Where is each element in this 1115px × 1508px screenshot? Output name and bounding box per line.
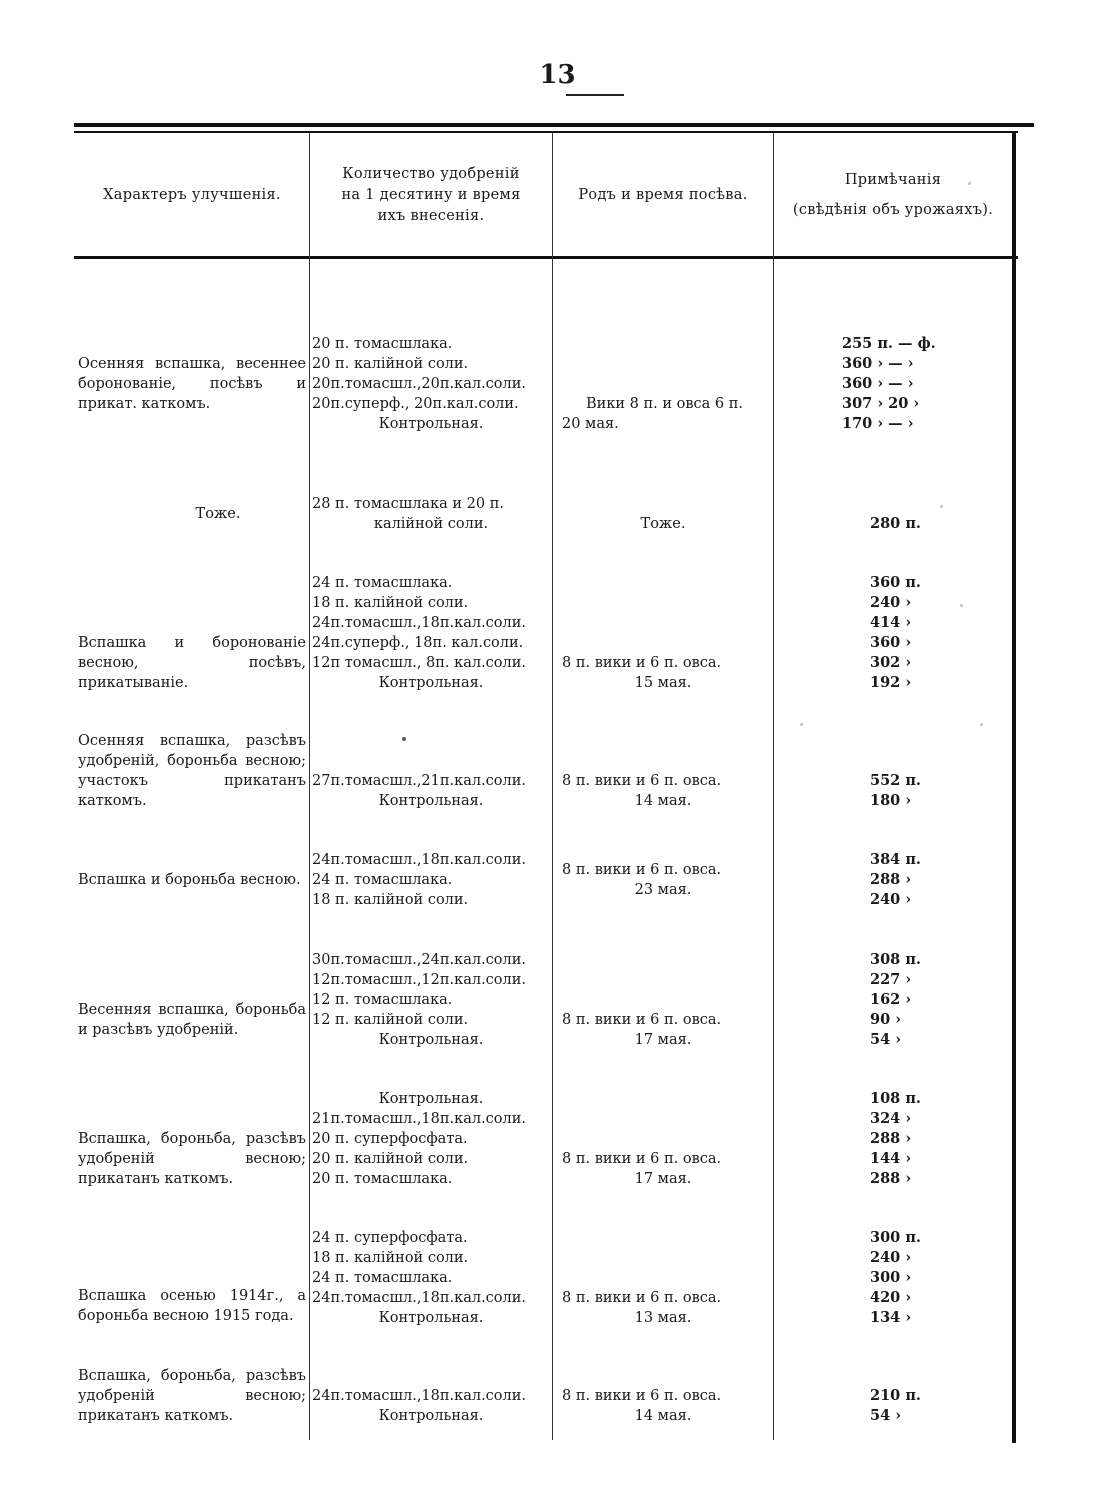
yield-value: 300 › <box>870 1269 912 1286</box>
yield-value: 300 п. <box>870 1229 921 1246</box>
yield-value: 192 › <box>870 674 912 691</box>
header-sowing: Родъ и время посѣва. <box>578 186 748 203</box>
fertilizer-line: 24 п. томасшлака. <box>312 1270 453 1286</box>
fertilizer-line: 30п.томасшл.,24п.кал.соли. <box>312 952 527 968</box>
improvement-text: Вспашка, бороньба, разсѣвъ удобреній весною; прикатанъ каткомъ. <box>78 1131 306 1187</box>
yield-value: 384 п. <box>870 851 921 868</box>
sowing-line: Вики 8 п. и овса 6 п. <box>586 396 744 412</box>
sowing-date: 13 мая. <box>634 1310 692 1326</box>
fertilizer-line: 24 п. суперфосфата. <box>312 1230 468 1246</box>
control-label: Контрольная. <box>378 793 484 809</box>
yield-value: 420 › <box>870 1289 912 1306</box>
fertilizer-line: 24п.томасшл.,18п.кал.соли. <box>312 1388 527 1404</box>
fertilizer-line: 24 п. томасшлака. <box>312 872 453 888</box>
yield-value: 240 › <box>870 891 912 908</box>
table-row-group <box>0 731 1115 811</box>
fertilizer-line: 12п.томасшл.,12п.кал.соли. <box>312 972 527 988</box>
yield-value: 360 п. <box>870 574 921 591</box>
control-label: Контрольная. <box>378 1310 484 1326</box>
fertilizer-line: 24п.суперф., 18п. кал.соли. <box>312 635 524 651</box>
yield-value: 360 › <box>870 634 912 651</box>
fertilizer-line: 20 п. калійной соли. <box>312 1151 469 1167</box>
yield-value: 240 › <box>870 594 912 611</box>
table-row-group <box>0 494 1115 534</box>
sowing-date: 14 мая. <box>634 1408 692 1424</box>
sowing-line: 8 п. вики и 6 п. овса. <box>562 1012 722 1028</box>
yield-value: 170 › — › <box>842 415 914 432</box>
fertilizer-line: 27п.томасшл.,21п.кал.соли. <box>312 773 527 789</box>
page-number-rule <box>566 94 624 96</box>
yield-value: 552 п. <box>870 772 921 789</box>
table-row-group <box>0 1366 1115 1426</box>
header-fertilizer: Количество удобреній на 1 десятину и время ихъ внесенія. <box>341 165 521 224</box>
fertilizer-line: 28 п. томасшлака и 20 п. <box>312 496 504 512</box>
yield-value: 288 › <box>870 1170 912 1187</box>
sowing-line: 8 п. вики и 6 п. овса. <box>562 1290 722 1306</box>
yield-value: 280 п. <box>870 515 921 532</box>
control-label: Контрольная. <box>378 675 484 691</box>
sowing-date: 15 мая. <box>634 675 692 691</box>
table-row-group <box>0 850 1115 910</box>
yield-value: 210 п. <box>870 1387 921 1404</box>
sowing-date: 17 мая. <box>634 1171 692 1187</box>
yield-value: 108 п. <box>870 1090 921 1107</box>
sowing-line: 8 п. вики и 6 п. овса. <box>562 862 722 878</box>
yield-value: 324 › <box>870 1110 912 1127</box>
yield-value: 360 › — › <box>842 355 914 372</box>
yield-value: 255 п. — ф. <box>842 335 936 352</box>
fertilizer-line: 12 п. томасшлака. <box>312 992 453 1008</box>
fertilizer-line: 21п.томасшл.,18п.кал.соли. <box>312 1111 527 1127</box>
fertilizer-line: 20п.суперф., 20п.кал.соли. <box>312 396 519 412</box>
fertilizer-line: 20п.томасшл.,20п.кал.соли. <box>312 376 527 392</box>
table-top-rule-thin <box>74 131 1018 133</box>
improvement-text: Вспашка и боронованіе весною, посѣвъ, прикатываніе. <box>78 635 306 691</box>
fertilizer-line: 18 п. калійной соли. <box>312 892 469 908</box>
yield-value: 144 › <box>870 1150 912 1167</box>
sowing-line: 8 п. вики и 6 п. овса. <box>562 773 722 789</box>
scan-speck <box>980 723 983 726</box>
yield-value: 227 › <box>870 971 912 988</box>
fertilizer-line: 24 п. томасшлака. <box>312 575 453 591</box>
yield-value: 308 п. <box>870 951 921 968</box>
fertilizer-line: 20 п. суперфосфата. <box>312 1131 468 1147</box>
scan-speck <box>940 505 943 508</box>
fertilizer-line: 12 п. калійной соли. <box>312 1012 469 1028</box>
sowing-line: Тоже. <box>640 516 686 532</box>
scan-speck <box>960 604 963 607</box>
improvement-text: Вспашка, бороньба, разсѣвъ удобреній весною; прикатанъ каткомъ. <box>78 1368 306 1424</box>
yield-value: 302 › <box>870 654 912 671</box>
fertilizer-line: калійной соли. <box>373 516 489 532</box>
header-improvement: Характеръ улучшенія. <box>103 186 281 203</box>
sowing-line: 8 п. вики и 6 п. овса. <box>562 655 722 671</box>
yield-value: 307 › 20 › <box>842 395 920 412</box>
fertilizer-line: 20 п. калійной соли. <box>312 356 469 372</box>
fertilizer-line: 18 п. калійной соли. <box>312 595 469 611</box>
control-label: Контрольная. <box>378 1408 484 1424</box>
improvement-text: Вспашка и бороньба весною. <box>78 872 301 888</box>
yield-value: 162 › <box>870 991 912 1008</box>
yield-value: 90 › <box>870 1011 902 1028</box>
yield-value: 54 › <box>870 1407 902 1424</box>
yield-value: 54 › <box>870 1031 902 1048</box>
sowing-line: 8 п. вики и 6 п. овса. <box>562 1388 722 1404</box>
scan-speck <box>800 723 803 726</box>
sowing-line: 8 п. вики и 6 п. овса. <box>562 1151 722 1167</box>
yield-value: 180 › <box>870 792 912 809</box>
yield-value: 134 › <box>870 1309 912 1326</box>
table-row-group <box>0 1089 1115 1189</box>
fertilizer-line: 20 п. томасшлака. <box>312 1171 453 1187</box>
table-row-group <box>0 950 1115 1050</box>
yield-value: 414 › <box>870 614 912 631</box>
table-row-group <box>0 334 1115 434</box>
control-label: Контрольная. <box>378 416 484 432</box>
table-top-rule <box>74 123 1034 127</box>
improvement-text: Осенняя вспашка, весеннее боронованіе, посѣвъ и прикат. каткомъ. <box>78 356 306 412</box>
improvement-text: Вспашка осенью 1914г., а бороньба весною 1915 года. <box>78 1288 306 1324</box>
sowing-date: 23 мая. <box>634 882 692 898</box>
fertilizer-line: 24п.томасшл.,18п.кал.соли. <box>312 615 527 631</box>
scan-speck <box>968 182 971 185</box>
sowing-date: 14 мая. <box>634 793 692 809</box>
sowing-date: 17 мая. <box>634 1032 692 1048</box>
control-label: Контрольная. <box>378 1091 484 1107</box>
improvement-text: Тоже. <box>195 506 241 522</box>
yield-value: 240 › <box>870 1249 912 1266</box>
header-bottom-rule <box>74 256 1018 259</box>
header-notes: Примѣчанія (свѣдѣнія объ урожаяхъ). <box>792 172 994 218</box>
scan-speck <box>402 737 406 741</box>
fertilizer-line: 24п.томасшл.,18п.кал.соли. <box>312 1290 527 1306</box>
yield-value: 288 › <box>870 871 912 888</box>
sowing-date: 20 мая. <box>562 416 619 432</box>
improvement-text: Весенняя вспашка, бороньба и разсѣвъ удобреній. <box>78 1002 306 1038</box>
table-row-group <box>0 1228 1115 1328</box>
yield-value: 288 › <box>870 1130 912 1147</box>
improvement-text: Осенняя вспашка, разсѣвъ удобреній, бороньба весною; участокъ прикатанъ каткомъ. <box>78 733 306 809</box>
table-row-group <box>0 573 1115 693</box>
fertilizer-line: 12п томасшл., 8п. кал.соли. <box>312 655 527 671</box>
yield-value: 360 › — › <box>842 375 914 392</box>
fertilizer-line: 24п.томасшл.,18п.кал.соли. <box>312 852 527 868</box>
fertilizer-line: 20 п. томасшлака. <box>312 336 453 352</box>
page-number: 13 <box>539 60 576 90</box>
control-label: Контрольная. <box>378 1032 484 1048</box>
fertilizer-line: 18 п. калійной соли. <box>312 1250 469 1266</box>
